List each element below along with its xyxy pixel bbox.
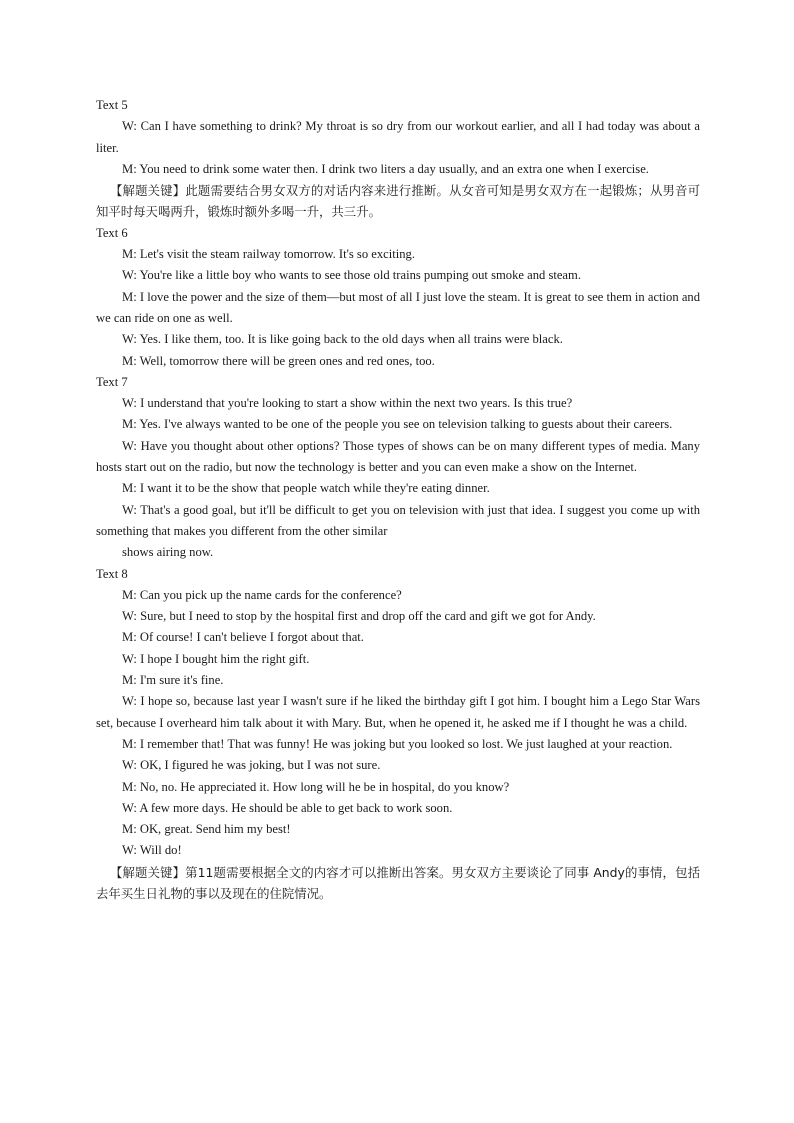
text8-line: W: OK, I figured he was joking, but I was not sure. (122, 758, 381, 773)
text6-line: M: Well, tomorrow there will be green ones and red ones, too. (122, 353, 435, 368)
text5-heading: Text 5 (96, 98, 128, 112)
text8-line: M: I remember that! That was funny! He was joking but you looked so lost. We just laughed at your reaction. (122, 736, 673, 751)
text5-line: M: You need to drink some water then. I drink two liters a day usually, and an extra one when I exercise. (122, 161, 649, 176)
text7-line: W: I understand that you're looking to start a show within the next two years. Is this true? (122, 396, 573, 411)
text6-heading: Text 6 (96, 225, 128, 240)
text7-line: W: Have you thought about other options? Those types of shows can be on many different types of media. Many hosts start out on the radio, but now the technology is better and you can even make a show on the Internet. (96, 438, 700, 475)
text8-line: W: Will do! (122, 843, 182, 858)
text7-line: W: That's a good goal, but it'll be difficult to get you on television with just that idea. I suggest you come up with something that makes you different from the other similar (96, 502, 700, 538)
text6-line: M: I love the power and the size of them—but most of all I just love the steam. It is great to see them in action and we can ride on one as well. (96, 289, 700, 325)
text8-line: M: OK, great. Send him my best! (122, 822, 291, 837)
text8-heading: Text 8 (96, 566, 128, 581)
text8-line: M: Of course! I can't believe I forgot about that. (122, 630, 364, 645)
text8-line: W: I hope I bought him the right gift. (122, 651, 310, 666)
text5-line: W: Can I have something to drink? My throat is so dry from our workout earlier, and all I had today was about a liter. (96, 119, 700, 155)
text8-line: M: No, no. He appreciated it. How long will he be in hospital, do you know? (122, 779, 510, 794)
text8-line: M: I'm sure it's fine. (122, 673, 224, 688)
text8-solution-note: 【解题关键】第11题需要根据全文的内容才可以推断出答案。男女双方主要谈论了同事 Andy的事情，包括去年买生日礼物的事以及现在的住院情况。 (96, 864, 700, 901)
text5-solution-note: 【解题关键】此题需要结合男女双方的对话内容来进行推断。从女音可知是男女双方在一起锻炼；从男音可知平时每天喝两升，锻炼时额外多喝一升，共三升。 (96, 183, 700, 220)
text7-heading: Text 7 (96, 374, 128, 389)
text6-line: M: Let's visit the steam railway tomorrow. It's so exciting. (122, 247, 415, 262)
text7-line: M: Yes. I've always wanted to be one of the people you see on television talking to guests about their careers. (122, 417, 673, 432)
text7-continuation: shows airing now. (122, 545, 214, 560)
text8-line: W: Sure, but I need to stop by the hospital first and drop off the card and gift we got for Andy. (122, 609, 596, 624)
text8-line: W: I hope so, because last year I wasn't sure if he liked the birthday gift I got him. I bought him a Lego Star Wars set, because I overheard him talk about it with Mary. But, when he opened it, he asked me if I thought he was a child. (96, 694, 700, 730)
text7-line: M: I want it to be the show that people watch while they're eating dinner. (122, 481, 490, 496)
text8-line: W: A few more days. He should be able to get back to work soon. (122, 800, 453, 815)
text6-line: W: Yes. I like them, too. It is like going back to the old days when all trains were black. (122, 332, 563, 347)
document-page (96, 95, 700, 904)
text8-line: M: Can you pick up the name cards for the conference? (122, 587, 402, 602)
text6-line: W: You're like a little boy who wants to see those old trains pumping out smoke and steam. (122, 268, 581, 283)
